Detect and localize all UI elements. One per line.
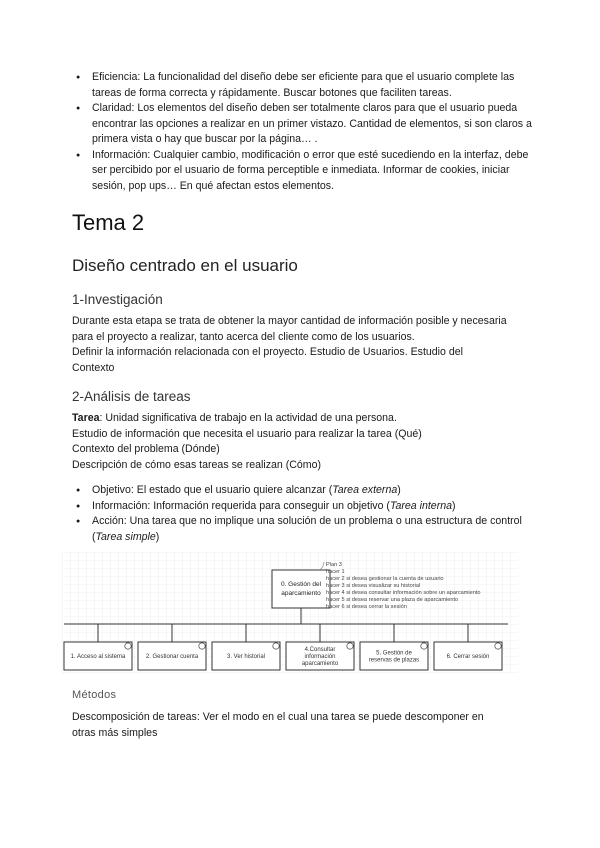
bullet-term: Eficiencia [92,71,138,83]
bullet-accion [72,514,532,545]
intro-bullet-list [72,70,532,194]
plan-line: hacer 3 si desea visualizar su historial [326,583,421,589]
plan-marker-icon [421,643,427,649]
bullet-text: : Cualquier cambio, modificación o error que esté sucediendo en la interfaz, debe ser percibido por el usuario de forma perceptible e inmediata. Informar de cookies, iniciar sesión, pop ups… En qué afectan estos elementos. [92,148,529,192]
bullet-text: Acción: Una tarea que no implique una solución de un problema o una estructura de control ( [92,515,522,543]
subtask-label: aparcamiento [301,661,339,667]
paragraph-line: Descripción de cómo esas tareas se realizan (Cómo) [72,458,322,471]
subtask-label: 4.Consultar [304,647,336,653]
bullet-objetivo [72,483,532,499]
section-title: Diseño centrado en el usuario [72,256,298,275]
plan-line: hacer 2 si desea gestionar la cuenta de usuario [326,576,444,582]
task-type-bullet-list [72,483,532,545]
bullet-term: Claridad [92,102,132,114]
tarea-definition: : Unidad significativa de trabajo en la actividad de una persona. [99,412,397,424]
subtask-label: 6. Cerrar sesión [446,654,490,660]
bullet-text: Información: Información requerida para conseguir un objetivo ( [92,499,390,512]
bullet-emphasis: Tarea interna [389,499,453,512]
paragraph-line: otras más simples [72,726,158,739]
bullet-text: : La funcionalidad del diseño debe ser eficiente para que el usuario complete las tareas de forma correcta y rápidamente. Buscar botones que faciliten tareas. [92,71,515,99]
bullet-claridad [72,101,532,148]
subtask-label: 3. Ver historial [226,654,266,660]
plan-line: hacer 6 si desea cerrar la sesión [326,604,407,610]
metodos-paragraph [72,710,532,741]
task-analysis-diagram [62,552,518,674]
plan-marker-icon [125,643,131,649]
investigacion-paragraph [72,314,532,376]
bullet-text: : Los elementos del diseño deben ser totalmente claros para que el usuario pueda encontrar las opciones a realizar en un primer vistazo. Cantidad de elementos, si son claros a primera vista o hay que buscar por la página… . [92,102,532,145]
paragraph-line: Contexto del problema (Dónde) [72,443,220,455]
bullet-text: Objetivo: El estado que el usuario quiere alcanzar ( [92,484,333,496]
paragraph-line: Contexto [72,361,115,374]
plan-marker-icon [273,643,279,649]
analisis-heading: 2-Análisis de tareas [72,389,191,404]
analisis-paragraph [72,411,532,473]
paragraph-line: Definir la información relacionada con el proyecto. Estudio de Usuarios. Estudio del [72,346,464,358]
plan-marker-icon [495,643,501,649]
plan-line: hacer 4 si desea consultar información sobre un aparcamiento [326,590,481,596]
bullet-text: ) [397,484,401,496]
paragraph-line: Estudio de información que necesita el usuario para realizar la tarea (Qué) [72,427,422,440]
bullet-emphasis: Tarea externa [332,484,398,496]
bullet-text: ) [155,530,160,543]
investigacion-heading: 1-Investigación [72,292,163,307]
tema-title: Tema 2 [72,210,145,235]
plan-marker-icon [199,643,205,649]
hierarchy-diagram-svg [62,552,518,674]
subtask-label: información [304,654,336,660]
subtask-label: 5. Gestión de [376,650,412,657]
bullet-text: ) [452,499,456,512]
subtask-label: 1. Acceso al sistema [70,654,126,660]
paragraph-line [72,411,532,427]
tarea-term: Tarea [72,412,100,424]
plan-line: hacer 1 [326,569,345,575]
paragraph-line: para el proyecto a realizar, tanto acerca del cliente como de los usuarios. [72,330,415,343]
metodos-heading: Métodos [72,689,117,701]
subtask-label: 2. Gestionar cuenta [145,654,199,660]
bullet-eficiencia [72,70,532,101]
paragraph-line: Durante esta etapa se trata de obtener la mayor cantidad de información posible y necesaria [72,315,507,327]
bullet-term: Información [92,148,148,161]
paragraph-line: Descomposición de tareas: Ver el modo en el cual una tarea se puede descomponer en [72,711,484,723]
root-task-line: 0. Gestión del [280,581,322,588]
plan-line: Plan 3 [326,562,342,568]
bullet-informacion-tarea [72,499,532,515]
bullet-emphasis: Tarea simple [95,530,156,543]
bullet-informacion [72,148,532,195]
root-task-box [272,570,330,608]
root-task-line: aparcamiento [281,590,321,597]
subtask-label: reservas de plazas [368,657,420,664]
plan-marker-icon [347,643,353,649]
plan-line: hacer 5 si desea reservar una plaza de aparcamiento [326,597,459,603]
